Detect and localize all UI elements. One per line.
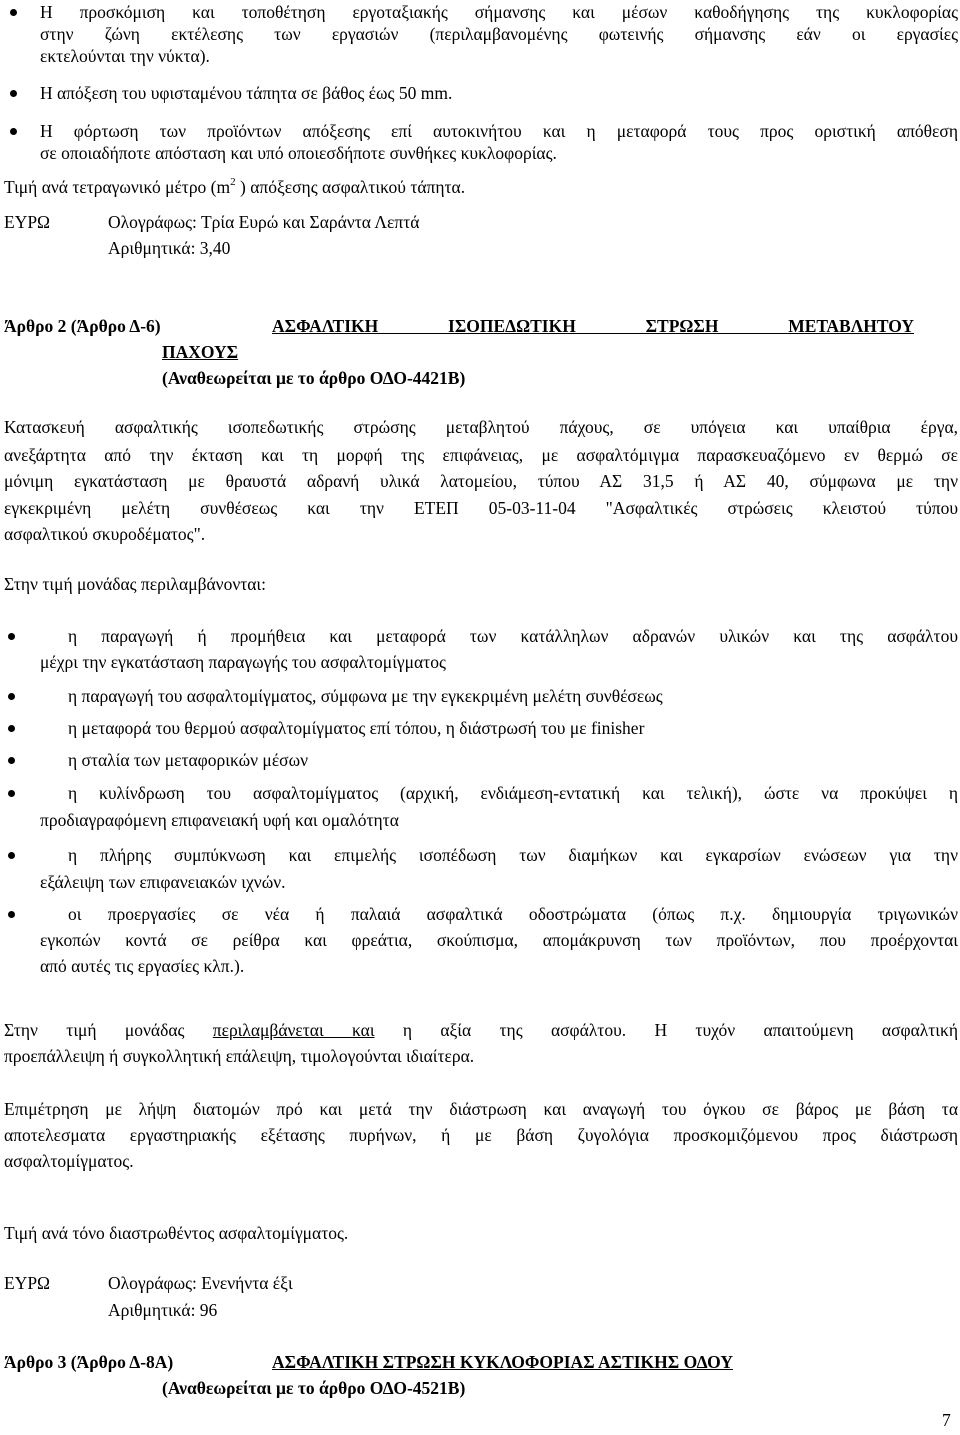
bullet-icon bbox=[8, 852, 15, 859]
paragraph-line: ασφαλτικού σκυροδέματος". bbox=[4, 524, 206, 544]
price-numeric: Αριθμητικά: 96 bbox=[108, 1300, 218, 1320]
price-words: Ολογράφως: Ενενήντα έξι bbox=[108, 1273, 293, 1293]
bullet-icon bbox=[8, 911, 15, 918]
includes-heading: Στην τιμή μονάδας περιλαμβάνονται: bbox=[4, 574, 267, 594]
article-label: Άρθρο 2 (Άρθρο Δ-6) bbox=[4, 316, 161, 336]
bullet-icon bbox=[10, 90, 17, 97]
paragraph-line: προεπάλλειψη ή συγκολλητική επάλειψη, τιμολογούνται ιδιαίτερα. bbox=[4, 1046, 475, 1066]
price-numeric: Αριθμητικά: 3,40 bbox=[108, 238, 231, 258]
article-title-cont: ΠΑΧΟΥΣ bbox=[162, 342, 239, 362]
paragraph-line: Κατασκευή ασφαλτικής ισοπεδωτικής στρώσης μεταβλητού πάχους, σε υπόγεια και υπαίθρια έργα, bbox=[4, 417, 958, 437]
bullet-icon bbox=[8, 633, 15, 640]
asphalt-paragraph: Στην τιμή μονάδας περιλαμβάνεται και η αξία της ασφάλτου. Η τυχόν απαιτούμενη ασφαλτική bbox=[4, 1020, 958, 1040]
bullet-icon bbox=[8, 757, 15, 764]
article-label: Άρθρο 3 (Άρθρο Δ-8Α) bbox=[4, 1352, 174, 1372]
currency-label: ΕΥΡΩ bbox=[4, 1273, 51, 1293]
bullet-icon bbox=[10, 128, 17, 135]
article-title: ΑΣΦΑΛΤΙΚΗ ΙΣΟΠΕΔΩΤΙΚΗ ΣΤΡΩΣΗ ΜΕΤΑΒΛΗΤΟΥ bbox=[272, 316, 914, 336]
article-revision: (Αναθεωρείται με το άρθρο ΟΔΟ-4521Β) bbox=[162, 1378, 466, 1398]
article-title: ΑΣΦΑΛΤΙΚΗ ΣΤΡΩΣΗ ΚΥΚΛΟΦΟΡΙΑΣ ΑΣΤΙΚΗΣ ΟΔΟΥ bbox=[272, 1352, 733, 1372]
paragraph-line: αποτελεσματα εργαστηριακής εξέτασης πυρήνων, ή με βάση ζυγολόγια προσκομιζόμενου προς διάστρωση bbox=[4, 1125, 958, 1145]
price-words: Ολογράφως: Τρία Ευρώ και Σαράντα Λεπτά bbox=[108, 212, 420, 232]
price-unit-line: Τιμή ανά τετραγωνικό μέτρο ($m^2$ ) απόξεσης ασφαλτικού τάπητα. bbox=[4, 176, 466, 197]
bullet-icon bbox=[8, 725, 15, 732]
paragraph-line: μόνιμη εγκατάσταση με θραυστά αδρανή υλικά λατομείου, τύπου ΑΣ 31,5 ή ΑΣ 40, σύμφωνα με την bbox=[4, 471, 958, 491]
paragraph-line: Επιμέτρηση με λήψη διατομών πρό και μετά την διάστρωση και αναγωγή του όγκου σε βάρος με βάση τα bbox=[4, 1099, 958, 1119]
currency-label: ΕΥΡΩ bbox=[4, 212, 51, 232]
document-page: Η προσκόμιση και τοποθέτηση εργοταξιακής σήμανσης και μέσων καθοδήγησης της κυκλοφορίας στην ζώνη εκτέλεσης των εργασιών (περιλαμβανομένης φωτεινής σήμανσης εάν οι εργασίες εκτελούνται την νύκτα). Η απόξεση του υφισταμένου τάπητα σε βάθος έως 50 mm. Η φόρτωση των προϊόντων απόξεσης επί αυτοκινήτου και η μεταφορά τους προς οριστική απόθεση σε οποιαδήποτε απόσταση και υπό οποιεσδήποτε συνθήκες κυκλοφορίας. Τιμή ανά τετραγωνικό μέτρο ($m^2$ ) απόξεσης ασφαλτικού τάπητα. ΕΥΡΩ Ολογράφως: Τρία Ευρώ και Σαράντα Λεπτά Αριθμητικά: 3,40 Άρθρο 2 (Άρθρο Δ-6) ΑΣΦΑΛΤΙΚΗ ΙΣΟΠΕΔΩΤΙΚΗ ΣΤΡΩΣΗ ΜΕΤΑΒΛΗΤΟΥ ΠΑΧΟΥΣ (Αναθεωρείται με το άρθρο ΟΔΟ-4421Β) Κατασκευή ασφαλτικής ισοπεδωτικής στρώσης μεταβλητού πάχους, σε υπόγεια και υπαίθρια έργα, ανεξάρτητα από την έκταση και τη μορφή της επιφάνειας, με ασφαλτόμιγμα παρασκευαζόμενο εν θερμώ σε μόνιμη εγκατάσταση με θραυστά αδρανή υλικά λατομείου, τύπου ΑΣ 31,5 ή ΑΣ 40, σύμφωνα με την εγκεκριμένη μελέτη συνθέσεως και την ΕΤΕΠ 05-03-11-04 "Ασφαλτικές στρώσεις κλειστού τύπου ασφαλτικού σκυροδέματος". Στην τιμή μονάδας περιλαμβάνονται: η παραγωγή ή προμήθεια και μεταφορά των κατάλληλων αδρανών υλικών και της ασφάλτου μέχρι την εγκατάσταση παραγωγής του ασφαλτομίγματος η παραγωγή του ασφαλτομίγματος, σύμφωνα με την εγκεκριμένη μελέτη συνθέσεως η μεταφορά του θερμού ασφαλτομίγματος επί τόπου, η διάστρωσή του με finisher η σταλία των μεταφορικών μέσων η κυλίνδρωση του ασφαλτομίγματος (αρχική, ενδιάμεση-εντατική και τελική), ώστε να προκύψει η προδιαγραφόμενη επιφανειακή υφή και ομαλότητα η πλήρης συμπύκνωση και επιμελής ισοπέδωση των διαμήκων και εγκαρσίων ενώσεων για την εξάλειψη των επιφανειακών ιχνών. οι προεργασίες σε νέα ή παλαιά ασφαλτικά οδοστρώματα (όπως π.χ. δημιουργία τριγωνικών εγκοπών κοντά σε ρείθρα και φρεάτια, σκούπισμα, απομάκρυνση των προϊόντων, που προέρχονται από αυτές τις εργασίες κλπ.). Στην τιμή μονάδας περιλαμβάνεται και η αξία της ασφάλτου. Η τυχόν απαιτούμενη ασφαλτική προεπάλλειψη ή συγκολλητική επάλειψη, τιμολογούνται ιδιαίτερα. Επιμέτρηση με λήψη διατομών πρό και μετά την διάστρωση και αναγωγή του όγκου σε βάρος με βάση τα αποτελεσματα εργαστηριακής εξέτασης πυρήνων, ή με βάση ζυγολόγια προσκομιζόμενου προς διάστρωση ασφαλτομίγματος. Τιμή ανά τόνο διαστρωθέντος ασφαλτομίγματος. ΕΥΡΩ Ολογράφως: Ενενήντα έξι Αριθμητικά: 96 Άρθρο 3 (Άρθρο Δ-8Α) ΑΣΦΑΛΤΙΚΗ ΣΤΡΩΣΗ ΚΥΚΛΟΦΟΡΙΑΣ ΑΣΤΙΚΗΣ ΟΔΟΥ (Αναθεωρείται με το άρθρο ΟΔΟ-4521Β) 7 bbox=[4, 2, 958, 1430]
paragraph-line: εγκεκριμένη μελέτη συνθέσεως και την ΕΤΕΠ 05-03-11-04 "Ασφαλτικές στρώσεις κλειστού τύπου bbox=[4, 498, 958, 518]
paragraph-line: ασφαλτομίγματος. bbox=[4, 1151, 134, 1171]
paragraph-line: ανεξάρτητα από την έκταση και τη μορφή της επιφάνειας, με ασφαλτόμιγμα παρασκευαζόμενο εν θερμώ σε bbox=[4, 445, 958, 465]
page-number: 7 bbox=[942, 1410, 951, 1430]
bullet-icon bbox=[8, 693, 15, 700]
price-unit-line: Τιμή ανά τόνο διαστρωθέντος ασφαλτομίγματος. bbox=[4, 1223, 349, 1243]
article-revision: (Αναθεωρείται με το άρθρο ΟΔΟ-4421Β) bbox=[162, 368, 466, 388]
bullet-icon bbox=[8, 790, 15, 797]
bullet-icon bbox=[10, 9, 17, 16]
